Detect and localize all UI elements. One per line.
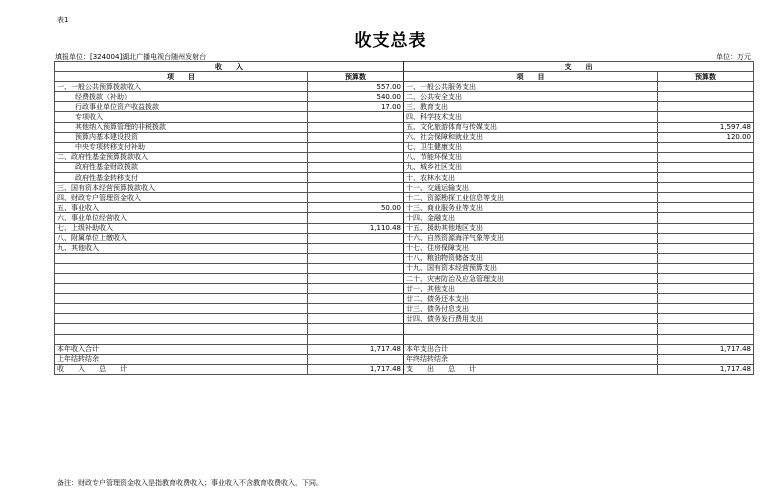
table-row xyxy=(55,102,754,112)
expense-value-cell xyxy=(658,162,754,172)
expense-value-cell xyxy=(658,253,754,263)
expense-value-cell: 1,717.48 xyxy=(658,364,754,374)
income-item-cell: 七、上级补助收入 xyxy=(55,223,308,233)
expense-value-cell xyxy=(658,152,754,162)
table-row xyxy=(55,263,754,273)
expense-value-cell: 1,717.48 xyxy=(658,344,754,354)
expense-value-cell xyxy=(658,213,754,223)
expense-value-cell xyxy=(658,334,754,344)
income-value-cell xyxy=(308,243,404,253)
expense-item-cell: 十四、金融支出 xyxy=(404,213,658,223)
table-row xyxy=(55,284,754,294)
table-row xyxy=(55,162,754,172)
income-item-cell: 行政事业单位资产收益拨款 xyxy=(55,102,308,112)
expense-item-cell: 本年支出合计 xyxy=(404,344,658,354)
expense-item-cell: 十六、自然资源海洋气象等支出 xyxy=(404,233,658,243)
table-row xyxy=(55,132,754,142)
expense-value-cell xyxy=(658,354,754,364)
footnote: 备注：财政专户管理资金收入是指教育收费收入；事业收入不含教育收费收入，下同。 xyxy=(57,479,323,487)
expense-item-cell: 九、城乡社区支出 xyxy=(404,162,658,172)
income-value-cell xyxy=(308,253,404,263)
table-row xyxy=(55,152,754,162)
income-item-header: 项 目 xyxy=(55,72,308,82)
table-row xyxy=(55,173,754,183)
income-value-cell: 17.00 xyxy=(308,102,404,112)
income-item-cell: 一、一般公共预算拨款收入 xyxy=(55,82,308,92)
expense-item-cell: 十、农林水支出 xyxy=(404,173,658,183)
table-row xyxy=(55,304,754,314)
income-value-cell xyxy=(308,173,404,183)
table-row xyxy=(55,344,754,354)
income-value-cell xyxy=(308,294,404,304)
expense-value-cell xyxy=(658,233,754,243)
table-row xyxy=(55,112,754,122)
income-value-cell xyxy=(308,112,404,122)
expense-item-cell: 十二、资源勘探工业信息等支出 xyxy=(404,193,658,203)
expense-item-cell: 十一、交通运输支出 xyxy=(404,183,658,193)
table-row xyxy=(55,334,754,344)
income-item-cell xyxy=(55,284,308,294)
income-value-cell xyxy=(308,122,404,132)
table-row xyxy=(55,213,754,223)
section-header-row xyxy=(55,62,754,72)
income-item-cell: 专项收入 xyxy=(55,112,308,122)
income-item-cell: 其他纳入预算管理的非税拨款 xyxy=(55,122,308,132)
income-item-cell xyxy=(55,294,308,304)
table-row xyxy=(55,122,754,132)
expense-item-cell: 廿四、债务发行费用支出 xyxy=(404,314,658,324)
income-item-cell: 预算内基本建设投资 xyxy=(55,132,308,142)
expense-item-cell: 二、公共安全支出 xyxy=(404,92,658,102)
expense-value-cell xyxy=(658,314,754,324)
expense-item-cell: 二十、灾害防治及应急管理支出 xyxy=(404,273,658,283)
income-item-cell xyxy=(55,304,308,314)
table-row xyxy=(55,142,754,152)
income-item-cell xyxy=(55,314,308,324)
expense-section-header: 支 出 xyxy=(404,62,754,72)
expense-item-header: 项 目 xyxy=(404,72,658,82)
expense-item-cell xyxy=(404,324,658,334)
table-row xyxy=(55,294,754,304)
expense-value-cell xyxy=(658,294,754,304)
income-item-cell: 八、附属单位上缴收入 xyxy=(55,233,308,243)
expense-value-cell xyxy=(658,304,754,314)
expense-value-cell xyxy=(658,284,754,294)
income-value-cell xyxy=(308,354,404,364)
expense-item-cell: 六、社会保障和就业支出 xyxy=(404,132,658,142)
income-value-cell: 557.00 xyxy=(308,82,404,92)
table-row xyxy=(55,253,754,263)
table-number: 表1 xyxy=(57,16,69,24)
income-item-cell: 本年收入合计 xyxy=(55,344,308,354)
expense-item-cell: 年终结转结余 xyxy=(404,354,658,364)
table-row xyxy=(55,92,754,102)
income-expense-table xyxy=(54,61,754,375)
expense-item-cell: 十九、国有资本经营预算支出 xyxy=(404,263,658,273)
income-value-cell xyxy=(308,263,404,273)
expense-item-cell: 十五、援助其他地区支出 xyxy=(404,223,658,233)
expense-value-cell xyxy=(658,324,754,334)
expense-item-cell: 支 出 总 计 xyxy=(404,364,658,374)
expense-item-cell: 十七、住房保障支出 xyxy=(404,243,658,253)
income-value-cell xyxy=(308,314,404,324)
income-item-cell xyxy=(55,263,308,273)
expense-value-cell xyxy=(658,183,754,193)
expense-value-cell xyxy=(658,173,754,183)
expense-value-cell xyxy=(658,102,754,112)
income-value-cell xyxy=(308,304,404,314)
income-item-cell: 收 入 总 计 xyxy=(55,364,308,374)
expense-value-cell xyxy=(658,203,754,213)
table-row xyxy=(55,223,754,233)
income-value-cell xyxy=(308,162,404,172)
income-item-cell: 政府性基金转移支付 xyxy=(55,173,308,183)
income-value-cell: 540.00 xyxy=(308,92,404,102)
table-row xyxy=(55,82,754,92)
income-item-cell: 五、事业收入 xyxy=(55,203,308,213)
income-value-cell xyxy=(308,132,404,142)
expense-value-cell xyxy=(658,243,754,253)
expense-item-cell: 十八、粮油物资储备支出 xyxy=(404,253,658,263)
expense-value-cell xyxy=(658,193,754,203)
expense-item-cell: 五、文化旅游体育与传媒支出 xyxy=(404,122,658,132)
table-row xyxy=(55,243,754,253)
income-value-cell xyxy=(308,213,404,223)
income-item-cell xyxy=(55,324,308,334)
income-value-cell xyxy=(308,233,404,243)
income-item-cell xyxy=(55,334,308,344)
income-item-cell xyxy=(55,273,308,283)
income-value-cell xyxy=(308,324,404,334)
income-item-cell: 三、国有资本经营预算拨款收入 xyxy=(55,183,308,193)
expense-value-cell xyxy=(658,82,754,92)
expense-value-cell xyxy=(658,112,754,122)
income-item-cell: 经费拨款（补助） xyxy=(55,92,308,102)
income-value-cell: 1,110.48 xyxy=(308,223,404,233)
income-value-cell xyxy=(308,334,404,344)
income-value-cell: 1,717.48 xyxy=(308,344,404,354)
income-item-cell: 政府性基金财政拨款 xyxy=(55,162,308,172)
income-value-cell xyxy=(308,273,404,283)
income-value-cell xyxy=(308,183,404,193)
expense-value-cell xyxy=(658,92,754,102)
expense-value-cell xyxy=(658,263,754,273)
expense-item-cell: 廿三、债务付息支出 xyxy=(404,304,658,314)
table-row xyxy=(55,193,754,203)
expense-value-cell xyxy=(658,273,754,283)
income-value-cell xyxy=(308,152,404,162)
table-row xyxy=(55,364,754,374)
table-row xyxy=(55,314,754,324)
expense-item-cell: 廿二、债务还本支出 xyxy=(404,294,658,304)
expense-item-cell: 七、卫生健康支出 xyxy=(404,142,658,152)
expense-item-cell: 八、节能环保支出 xyxy=(404,152,658,162)
income-item-cell: 中央专项转移支付补助 xyxy=(55,142,308,152)
income-value-cell xyxy=(308,142,404,152)
expense-item-cell: 十三、商业服务业等支出 xyxy=(404,203,658,213)
expense-item-cell: 四、科学技术支出 xyxy=(404,112,658,122)
table-row xyxy=(55,354,754,364)
expense-value-cell xyxy=(658,223,754,233)
income-item-cell: 六、事业单位经营收入 xyxy=(55,213,308,223)
income-section-header: 收 入 xyxy=(55,62,404,72)
expense-value-cell: 120.00 xyxy=(658,132,754,142)
expense-item-cell: 一、一般公共服务支出 xyxy=(404,82,658,92)
reporting-unit: 填报单位：[324004]湖北广播电视台随州发射台 xyxy=(55,53,207,61)
expense-item-cell: 廿一、其他支出 xyxy=(404,284,658,294)
table-row xyxy=(55,233,754,243)
expense-value-cell xyxy=(658,142,754,152)
income-item-cell: 上年结转结余 xyxy=(55,354,308,364)
income-item-cell xyxy=(55,253,308,263)
income-value-cell xyxy=(308,193,404,203)
expense-item-cell: 三、教育支出 xyxy=(404,102,658,112)
income-value-cell xyxy=(308,284,404,294)
column-header-row xyxy=(55,72,754,82)
report-title: 收支总表 xyxy=(354,31,427,51)
income-budget-header: 预算数 xyxy=(308,72,404,82)
income-item-cell: 二、政府性基金预算拨款收入 xyxy=(55,152,308,162)
income-item-cell: 九、其他收入 xyxy=(55,243,308,253)
income-item-cell: 四、财政专户管理资金收入 xyxy=(55,193,308,203)
expense-value-cell: 1,597.48 xyxy=(658,122,754,132)
table-row xyxy=(55,324,754,334)
currency-unit: 单位：万元 xyxy=(716,53,751,61)
table-row xyxy=(55,273,754,283)
income-value-cell: 1,717.48 xyxy=(308,364,404,374)
expense-item-cell xyxy=(404,334,658,344)
table-row xyxy=(55,203,754,213)
expense-budget-header: 预算数 xyxy=(658,72,754,82)
income-value-cell: 50.00 xyxy=(308,203,404,213)
table-row xyxy=(55,183,754,193)
